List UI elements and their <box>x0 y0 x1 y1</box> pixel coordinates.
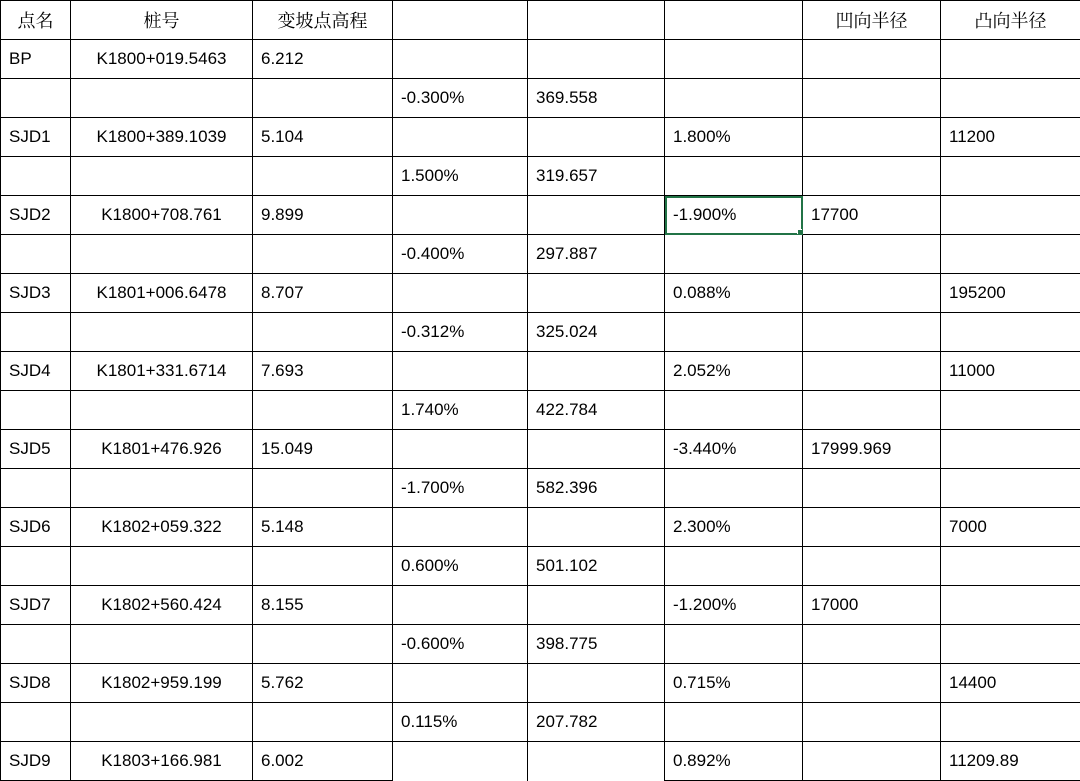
cell-concave-radius[interactable]: 17000 <box>803 586 941 625</box>
cell-length-spacer[interactable] <box>528 742 665 781</box>
cell-span-length[interactable]: 369.558 <box>528 79 665 118</box>
cell-concave-radius[interactable] <box>803 742 941 781</box>
cell-grade-change-spacer[interactable] <box>665 469 803 508</box>
cell-convex-radius[interactable] <box>941 40 1080 79</box>
table-span-row <box>1 469 1080 508</box>
cell-concave-radius[interactable] <box>803 118 941 157</box>
cell-point-name[interactable]: SJD3 <box>1 274 71 313</box>
cell-elevation-spacer[interactable] <box>253 547 393 586</box>
cell-elevation-spacer[interactable] <box>253 79 393 118</box>
cell-point-name-spacer[interactable] <box>1 313 71 352</box>
column-header-3[interactable] <box>393 1 528 40</box>
cell-point-name[interactable]: SJD7 <box>1 586 71 625</box>
cell-point-name[interactable]: SJD6 <box>1 508 71 547</box>
cell-grade-spacer[interactable] <box>393 508 528 547</box>
cell-elevation[interactable]: 5.762 <box>253 664 393 703</box>
cell-point-name-spacer[interactable] <box>1 157 71 196</box>
cell-concave-radius[interactable] <box>803 508 941 547</box>
cell-span-length[interactable]: 297.887 <box>528 235 665 274</box>
cell-length-spacer[interactable] <box>528 274 665 313</box>
cell-grade-change-spacer[interactable] <box>665 79 803 118</box>
cell-grade-spacer[interactable] <box>393 664 528 703</box>
cell-convex-radius-spacer[interactable] <box>941 547 1080 586</box>
column-header-0[interactable]: 点名 <box>1 1 71 40</box>
cell-point-name-spacer[interactable] <box>1 79 71 118</box>
cell-convex-radius[interactable]: 195200 <box>941 274 1080 313</box>
cell-grade-spacer[interactable] <box>393 742 528 781</box>
cell-convex-radius[interactable] <box>941 430 1080 469</box>
cell-elevation[interactable]: 9.899 <box>253 196 393 235</box>
cell-grade-change-spacer[interactable] <box>665 157 803 196</box>
table-row <box>1 586 1080 625</box>
cell-concave-radius[interactable] <box>803 352 941 391</box>
cell-point-name[interactable]: SJD1 <box>1 118 71 157</box>
cell-grade[interactable]: 1.740% <box>393 391 528 430</box>
cell-grade-change-spacer[interactable] <box>665 235 803 274</box>
table-span-row <box>1 157 1080 196</box>
cell-grade-change-spacer[interactable] <box>665 391 803 430</box>
cell-span-length[interactable]: 501.102 <box>528 547 665 586</box>
cell-elevation[interactable]: 8.707 <box>253 274 393 313</box>
cell-grade-spacer[interactable] <box>393 352 528 391</box>
cell-concave-radius[interactable] <box>803 664 941 703</box>
cell-station-spacer[interactable] <box>71 79 253 118</box>
table-row <box>1 664 1080 703</box>
cell-station[interactable]: K1803+166.981 <box>71 742 253 781</box>
cell-convex-radius-spacer[interactable] <box>941 313 1080 352</box>
cell-span-length[interactable]: 582.396 <box>528 469 665 508</box>
table-span-row <box>1 703 1080 742</box>
cell-convex-radius[interactable] <box>941 196 1080 235</box>
cell-convex-radius-spacer[interactable] <box>941 235 1080 274</box>
cell-elevation-spacer[interactable] <box>253 391 393 430</box>
cell-length-spacer[interactable] <box>528 586 665 625</box>
cell-convex-radius-spacer[interactable] <box>941 157 1080 196</box>
cell-station-spacer[interactable] <box>71 469 253 508</box>
cell-convex-radius[interactable]: 7000 <box>941 508 1080 547</box>
cell-convex-radius[interactable] <box>941 586 1080 625</box>
cell-elevation[interactable]: 6.212 <box>253 40 393 79</box>
cell-grade-change[interactable]: -1.200% <box>665 586 803 625</box>
cell-grade[interactable]: -0.400% <box>393 235 528 274</box>
cell-point-name[interactable]: SJD2 <box>1 196 71 235</box>
cell-elevation-spacer[interactable] <box>253 313 393 352</box>
cell-convex-radius-spacer[interactable] <box>941 469 1080 508</box>
cell-elevation[interactable]: 5.104 <box>253 118 393 157</box>
cell-length-spacer[interactable] <box>528 118 665 157</box>
cell-station-spacer[interactable] <box>71 157 253 196</box>
cell-concave-radius-spacer[interactable] <box>803 313 941 352</box>
cell-length-spacer[interactable] <box>528 352 665 391</box>
cell-grade-spacer[interactable] <box>393 274 528 313</box>
column-header-6[interactable]: 凹向半径 <box>803 1 941 40</box>
cell-concave-radius-spacer[interactable] <box>803 391 941 430</box>
column-header-5[interactable] <box>665 1 803 40</box>
cell-elevation-spacer[interactable] <box>253 235 393 274</box>
cell-station-spacer[interactable] <box>71 391 253 430</box>
table-row <box>1 40 1080 79</box>
table-row <box>1 196 1080 235</box>
cell-station-spacer[interactable] <box>71 703 253 742</box>
cell-point-name[interactable]: SJD5 <box>1 430 71 469</box>
cell-point-name-spacer[interactable] <box>1 469 71 508</box>
table-span-row <box>1 625 1080 664</box>
cell-convex-radius-spacer[interactable] <box>941 391 1080 430</box>
cell-elevation[interactable]: 15.049 <box>253 430 393 469</box>
cell-convex-radius[interactable]: 14400 <box>941 664 1080 703</box>
table-span-row <box>1 391 1080 430</box>
cell-length-spacer[interactable] <box>528 508 665 547</box>
cell-point-name[interactable]: SJD9 <box>1 742 71 781</box>
cell-grade[interactable]: -0.300% <box>393 79 528 118</box>
cell-station[interactable]: K1800+389.1039 <box>71 118 253 157</box>
cell-concave-radius[interactable]: 17999.969 <box>803 430 941 469</box>
table-header-row <box>1 1 1080 40</box>
cell-grade[interactable]: 0.115% <box>393 703 528 742</box>
cell-convex-radius[interactable]: 11000 <box>941 352 1080 391</box>
cell-grade-change[interactable]: 0.088% <box>665 274 803 313</box>
cell-point-name[interactable]: BP <box>1 40 71 79</box>
cell-grade-change-spacer[interactable] <box>665 703 803 742</box>
cell-grade[interactable]: 1.500% <box>393 157 528 196</box>
cell-station[interactable]: K1800+019.5463 <box>71 40 253 79</box>
cell-station[interactable]: K1801+331.6714 <box>71 352 253 391</box>
cell-span-length[interactable]: 398.775 <box>528 625 665 664</box>
cell-elevation[interactable]: 6.002 <box>253 742 393 781</box>
cell-point-name[interactable]: SJD4 <box>1 352 71 391</box>
cell-convex-radius[interactable]: 11209.89 <box>941 742 1080 781</box>
cell-point-name-spacer[interactable] <box>1 391 71 430</box>
cell-grade-spacer[interactable] <box>393 196 528 235</box>
cell-elevation[interactable]: 8.155 <box>253 586 393 625</box>
cell-concave-radius[interactable] <box>803 40 941 79</box>
cell-convex-radius-spacer[interactable] <box>941 79 1080 118</box>
cell-station-spacer[interactable] <box>71 313 253 352</box>
cell-grade[interactable]: -0.600% <box>393 625 528 664</box>
cell-station-spacer[interactable] <box>71 547 253 586</box>
column-header-4[interactable] <box>528 1 665 40</box>
cell-elevation[interactable]: 5.148 <box>253 508 393 547</box>
cell-grade-change-spacer[interactable] <box>665 547 803 586</box>
cell-concave-radius[interactable]: 17700 <box>803 196 941 235</box>
cell-elevation-spacer[interactable] <box>253 703 393 742</box>
cell-elevation[interactable]: 7.693 <box>253 352 393 391</box>
cell-elevation-spacer[interactable] <box>253 625 393 664</box>
cell-point-name-spacer[interactable] <box>1 625 71 664</box>
table-span-row <box>1 79 1080 118</box>
cell-span-length[interactable]: 207.782 <box>528 703 665 742</box>
cell-station[interactable]: K1801+476.926 <box>71 430 253 469</box>
column-header-2[interactable]: 变坡点高程 <box>253 1 393 40</box>
cell-grade-change[interactable]: 0.892% <box>665 742 803 781</box>
column-header-1[interactable]: 桩号 <box>71 1 253 40</box>
table-row <box>1 118 1080 157</box>
cell-concave-radius-spacer[interactable] <box>803 157 941 196</box>
cell-grade-change[interactable]: 1.800% <box>665 118 803 157</box>
cell-concave-radius-spacer[interactable] <box>803 625 941 664</box>
cell-station[interactable]: K1802+959.199 <box>71 664 253 703</box>
cell-grade-change-spacer[interactable] <box>665 313 803 352</box>
cell-point-name-spacer[interactable] <box>1 703 71 742</box>
cell-grade-change[interactable]: 2.052% <box>665 352 803 391</box>
cell-span-length[interactable]: 319.657 <box>528 157 665 196</box>
cell-station[interactable]: K1801+006.6478 <box>71 274 253 313</box>
cell-length-spacer[interactable] <box>528 664 665 703</box>
cell-convex-radius[interactable]: 11200 <box>941 118 1080 157</box>
cell-grade-spacer[interactable] <box>393 586 528 625</box>
cell-convex-radius-spacer[interactable] <box>941 625 1080 664</box>
cell-station-spacer[interactable] <box>71 235 253 274</box>
table-row <box>1 508 1080 547</box>
table-row <box>1 274 1080 313</box>
cell-concave-radius-spacer[interactable] <box>803 703 941 742</box>
cell-station-spacer[interactable] <box>71 625 253 664</box>
cell-elevation-spacer[interactable] <box>253 157 393 196</box>
cell-concave-radius-spacer[interactable] <box>803 469 941 508</box>
cell-grade-change[interactable]: 2.300% <box>665 508 803 547</box>
cell-grade[interactable]: -1.700% <box>393 469 528 508</box>
cell-grade-spacer[interactable] <box>393 40 528 79</box>
cell-point-name-spacer[interactable] <box>1 235 71 274</box>
cell-point-name-spacer[interactable] <box>1 547 71 586</box>
cell-grade-change[interactable]: -3.440% <box>665 430 803 469</box>
table-span-row <box>1 235 1080 274</box>
cell-grade-change[interactable]: 0.715% <box>665 664 803 703</box>
cell-span-length[interactable]: 422.784 <box>528 391 665 430</box>
table-row <box>1 430 1080 469</box>
table-row <box>1 352 1080 391</box>
table-span-row <box>1 547 1080 586</box>
cell-grade-change[interactable] <box>665 40 803 79</box>
cell-concave-radius-spacer[interactable] <box>803 79 941 118</box>
cell-length-spacer[interactable] <box>528 40 665 79</box>
cell-grade-change[interactable]: -1.900% <box>665 196 803 235</box>
column-header-7[interactable]: 凸向半径 <box>941 1 1080 40</box>
cell-point-name[interactable]: SJD8 <box>1 664 71 703</box>
cell-length-spacer[interactable] <box>528 196 665 235</box>
cell-grade-spacer[interactable] <box>393 430 528 469</box>
table-row <box>1 742 1080 781</box>
cell-span-length[interactable]: 325.024 <box>528 313 665 352</box>
cell-grade-change-spacer[interactable] <box>665 625 803 664</box>
cell-concave-radius-spacer[interactable] <box>803 235 941 274</box>
cell-grade-spacer[interactable] <box>393 118 528 157</box>
cell-elevation-spacer[interactable] <box>253 469 393 508</box>
cell-grade[interactable]: -0.312% <box>393 313 528 352</box>
cell-station[interactable]: K1802+059.322 <box>71 508 253 547</box>
table-body <box>1 1 1080 781</box>
cell-grade[interactable]: 0.600% <box>393 547 528 586</box>
cell-concave-radius-spacer[interactable] <box>803 547 941 586</box>
table-span-row <box>1 313 1080 352</box>
cell-station[interactable]: K1802+560.424 <box>71 586 253 625</box>
cell-concave-radius[interactable] <box>803 274 941 313</box>
cell-station[interactable]: K1800+708.761 <box>71 196 253 235</box>
cell-length-spacer[interactable] <box>528 430 665 469</box>
cell-convex-radius-spacer[interactable] <box>941 703 1080 742</box>
